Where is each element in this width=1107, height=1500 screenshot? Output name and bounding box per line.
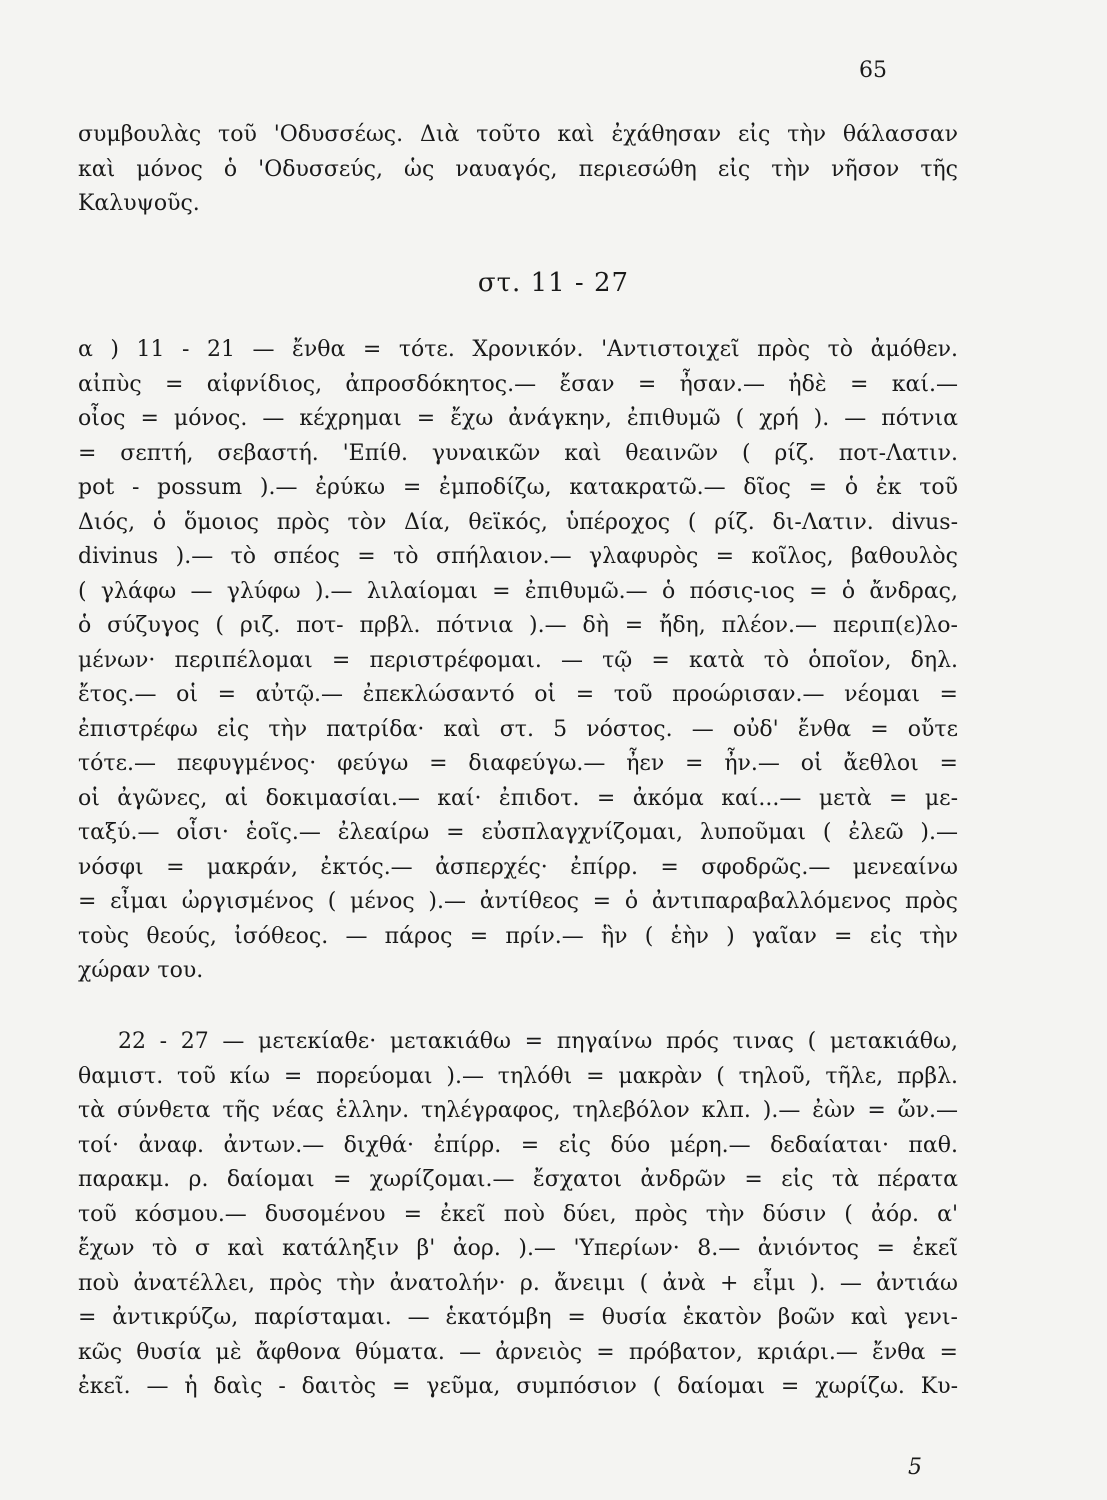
text-line: τοὺς θεούς, ἰσόθεος. — πάρος = πρίν.— ἣν ( ἑὴν ) γαῖαν = εἰς τὴν (78, 923, 958, 949)
text-line: = ἀντικρύζω, παρίσταμαι. — ἑκατόμβη = θυσία ἑκατὸν βοῶν καὶ γενι- (78, 1305, 958, 1330)
text-line: = σεπτή, σεβαστή. 'Επίθ. γυναικῶν καὶ θεαινῶν ( ρίζ. ποτ-Λατιν. (78, 440, 958, 466)
commentary-part-b (78, 1025, 958, 1405)
text-line: ἐκεῖ. — ἡ δαὶς - δαιτὸς = γεῦμα, συμπόσιον ( δαίομαι = χωρίζω. Κυ- (78, 1374, 958, 1399)
text-line: τὰ σύνθετα τῆς νέας ἑλλην. τηλέγραφος, τηλεβόλον κλπ. ).— ἐὼν = ὤν.— (78, 1098, 958, 1123)
text-line: συμβουλὰς τοῦ 'Οδυσσέως. Διὰ τοῦτο καὶ ἐχάθησαν εἰς τὴν θάλασσαν (78, 122, 958, 147)
text-line: ( γλάφω — γλύφω ).— λιλαίομαι = ἐπιθυμῶ.— ὁ πόσις-ιος = ὁ ἄνδρας, (78, 578, 958, 604)
text-line: ὁ σύζυγος ( ριζ. ποτ- πρβλ. πότνια ).— δὴ = ἤδη, πλέον.— περιπ(ε)λο- (78, 613, 958, 638)
text-line: pot - possum ).— ἐρύκω = ἐμποδίζω, κατακρατῶ.— δῖος = ὁ ἐκ τοῦ (78, 475, 958, 500)
text-line: τοῦ κόσμου.— δυσομένου = ἐκεῖ ποὺ δύει, πρὸς τὴν δύσιν ( ἀόρ. α' (78, 1201, 958, 1227)
section-heading: στ. 11 - 27 (477, 268, 630, 298)
page-number: 65 (859, 58, 887, 83)
text-line: οἶος = μόνος. — κέχρημαι = ἔχω ἀνάγκην, ἐπιθυμῶ ( χρή ). — πότνια (78, 406, 958, 431)
text-line: 22 - 27 — μετεκίαθε· μετακιάθω = πηγαίνω πρός τινας ( μετακιάθω, (118, 1029, 958, 1054)
text-line: παρακμ. ρ. δαίομαι = χωρίζομαι.— ἔσχατοι ἀνδρῶν = εἰς τὰ πέρατα (78, 1167, 958, 1192)
text-line: Καλυψοῦς. (78, 191, 200, 216)
text-line: κῶς θυσία μὲ ἄφθονα θύματα. — ἀρνειὸς = πρόβατον, κριάρι.— ἔνθα = (78, 1339, 958, 1365)
text-line: divinus ).— τὸ σπέος = τὸ σπήλαιον.— γλαφυρὸς = κοῖλος, βαθουλὸς (78, 544, 958, 569)
text-line: ἔχων τὸ σ καὶ κατάληξιν β' ἀορ. ).— 'Υπερίων· 8.— ἀνιόντος = ἐκεῖ (78, 1236, 958, 1261)
commentary-part-a (78, 333, 958, 989)
text-line: ἐπιστρέφω εἰς τὴν πατρίδα· καὶ στ. 5 νόστος. — οὐδ' ἔνθα = οὔτε (78, 716, 958, 742)
text-line: = εἶμαι ὠργισμένος ( μένος ).— ἀντίθεος = ὁ ἀντιπαραβαλλόμενος πρὸς (78, 889, 958, 914)
text-line: ποὺ ἀνατέλλει, πρὸς τὴν ἀνατολήν· ρ. ἄνειμι ( ἀνὰ + εἶμι ). — ἀντιάω (78, 1270, 958, 1296)
text-line: Διός, ὁ ὅμοιος πρὸς τὸν Δία, θεϊκός, ὑπέροχος ( ρίζ. δι-Λατιν. divus- (78, 509, 958, 535)
text-line: θαμιστ. τοῦ κίω = πορεύομαι ).— τηλόθι = μακρὰν ( τηλοῦ, τῆλε, πρβλ. (78, 1063, 958, 1089)
text-line: οἱ ἀγῶνες, αἱ δοκιμασίαι.— καί· ἐπιδοτ. = ἀκόμα καί...— μετὰ = με- (78, 785, 958, 811)
text-line: τοί· ἀναφ. ἀντων.— διχθά· ἐπίρρ. = εἰς δύο μέρη.— δεδαίαται· παθ. (78, 1132, 958, 1158)
text-line: νόσφι = μακράν, ἐκτός.— ἀσπερχές· ἐπίρρ. = σφοδρῶς.— μενεαίνω (78, 854, 958, 880)
text-line: ἔτος.— οἱ = αὐτῷ.— ἐπεκλώσαντό οἱ = τοῦ προώρισαν.— νέομαι = (78, 682, 958, 707)
text-line: χώραν του. (78, 958, 204, 983)
intro-paragraph (78, 118, 958, 222)
text-line: καὶ μόνος ὁ 'Οδυσσεύς, ὡς ναυαγός, περιεσώθη εἰς τὴν νῆσον τῆς (78, 156, 958, 182)
text-line: ταξύ.— οἷσι· ἑοῖς.— ἐλεαίρω = εὐσπλαγχνίζομαι, λυποῦμαι ( ἐλεῶ ).— (78, 820, 958, 845)
text-line: αἰπὺς = αἰφνίδιος, ἀπροσδόκητος.— ἔσαν = ἦσαν.— ἠδὲ = καί.— (78, 371, 958, 397)
printer-signature-mark: 5 (908, 1455, 922, 1480)
text-line: α ) 11 - 21 — ἔνθα = τότε. Χρονικόν. 'Αντιστοιχεῖ πρὸς τὸ ἀμόθεν. (78, 337, 958, 362)
text-line: τότε.— πεφυγμένος· φεύγω = διαφεύγω.— ἦεν = ἦν.— οἱ ἄεθλοι = (78, 751, 958, 776)
text-line: μένων· περιπέλομαι = περιστρέφομαι. — τῷ = κατὰ τὸ ὁποῖον, δηλ. (78, 647, 958, 673)
